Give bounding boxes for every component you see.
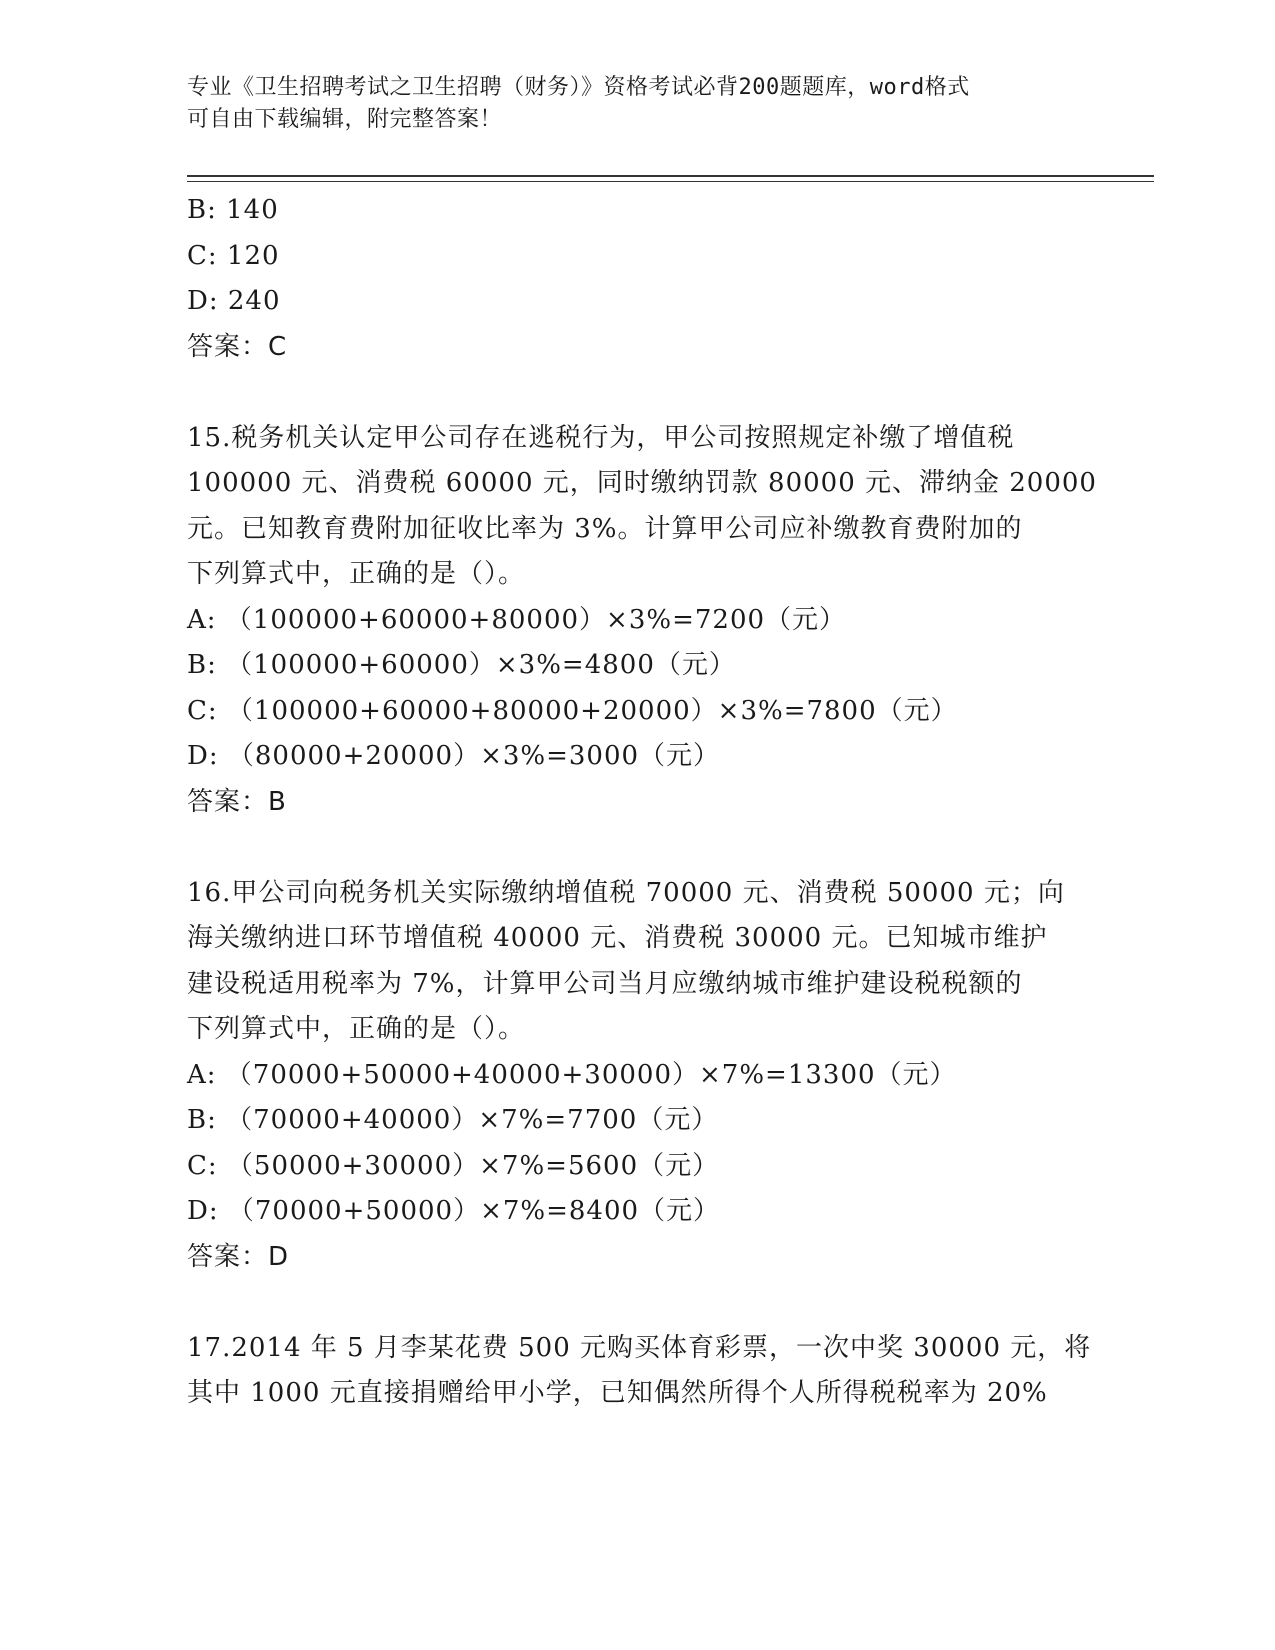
document-header	[187, 72, 1067, 136]
header-title-line-2: 可自由下载编辑，附完整答案！	[187, 107, 503, 132]
question-16	[187, 871, 1087, 1281]
question-stem-line: 建设税适用税率为 7%，计算甲公司当月应缴纳城市维护建设税税额的	[187, 968, 1023, 999]
question-stem-line: 16.甲公司向税务机关实际缴纳增值税 70000 元、消费税 50000 元；向	[187, 877, 1065, 908]
option-c: C: （100000+60000+80000+20000）×3%=7800（元）	[187, 695, 958, 726]
option-a: A: （100000+60000+80000）×3%=7200（元）	[187, 604, 847, 635]
document-body	[187, 188, 1097, 1417]
question-stem-line: 100000 元、消费税 60000 元，同时缴纳罚款 80000 元、滞纳金 20000	[187, 468, 1097, 498]
question-stem-line: 下列算式中，正确的是（）。	[187, 559, 526, 589]
header-divider-thin	[187, 181, 1154, 182]
question-stem-line: 其中 1000 元直接捐赠给甲小学，已知偶然所得个人所得税税率为 20%	[187, 1378, 1048, 1408]
question-stem-line: 15.税务机关认定甲公司存在逃税行为，甲公司按照规定补缴了增值税	[187, 422, 1015, 453]
option-c: C: 120	[187, 240, 280, 271]
answer-label: 答案：D	[187, 1241, 290, 1272]
question-15	[187, 416, 1097, 826]
option-b: B: （70000+40000）×7%=7700（元）	[187, 1105, 719, 1135]
option-d: D: （80000+20000）×3%=3000（元）	[187, 741, 721, 771]
question-14	[187, 188, 1087, 370]
answer-label: 答案：B	[187, 786, 287, 817]
option-d: D: （70000+50000）×7%=8400（元）	[187, 1196, 721, 1226]
option-c: C: （50000+30000）×7%=5600（元）	[187, 1150, 720, 1181]
option-b: B: 140	[187, 195, 279, 225]
question-stem-line: 元。已知教育费附加征收比率为 3%。计算甲公司应补缴教育费附加的	[187, 513, 1023, 544]
spacer	[187, 825, 1087, 871]
option-a: A: （70000+50000+40000+30000）×7%=13300（元）	[187, 1059, 957, 1090]
answer-label: 答案：C	[187, 331, 288, 362]
header-divider-thick	[187, 175, 1154, 177]
spacer	[187, 370, 1087, 416]
question-17	[187, 1326, 1092, 1417]
question-stem-line: 下列算式中，正确的是（）。	[187, 1014, 526, 1044]
option-d: D: 240	[187, 286, 281, 316]
option-b: B: （100000+60000）×3%=4800（元）	[187, 650, 736, 680]
question-stem-line: 海关缴纳进口环节增值税 40000 元、消费税 30000 元。已知城市维护	[187, 923, 1048, 953]
question-stem-line: 17.2014 年 5 月李某花费 500 元购买体育彩票，一次中奖 30000 元，将	[187, 1332, 1092, 1363]
spacer	[187, 1280, 1087, 1326]
header-title-line-1: 专业《卫生招聘考试之卫生招聘（财务）》资格考试必背200题题库，word格式	[187, 75, 970, 100]
